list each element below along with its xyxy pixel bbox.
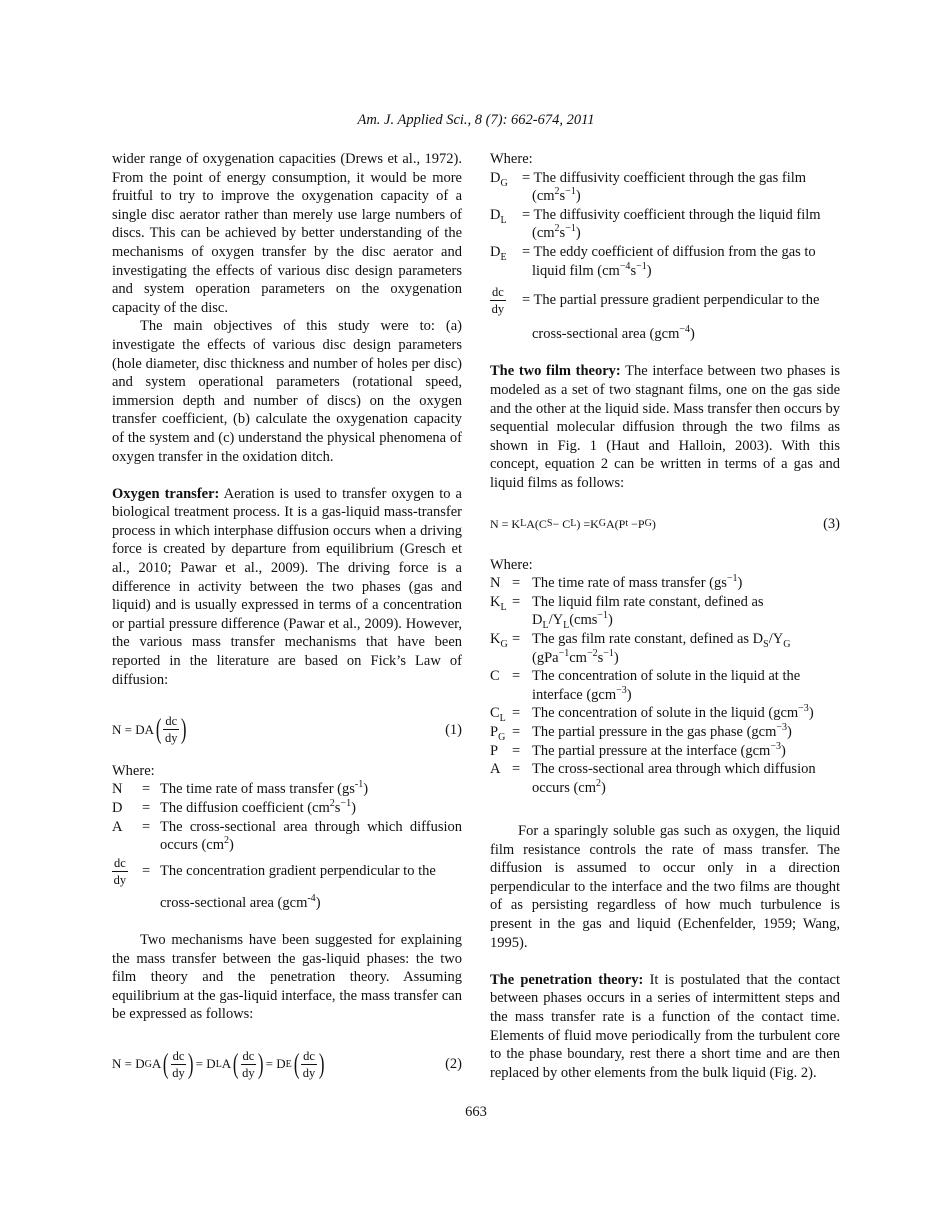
definition-dcdy: $\frac{dc}{dy}$ = The concentration gradient perpendicular to the	[113, 855, 436, 887]
definition-dcdy-cont: cross-sectional area (gcm$^{-4}$)	[532, 324, 695, 343]
definition-dl: $D_L$ = The diffusivity coefficient through the liquid film	[490, 206, 821, 226]
where-label: Where:	[490, 151, 533, 167]
definition-n: N = The time rate of mass transfer $(gs^{-1})$	[490, 573, 743, 592]
paragraph: The main objectives of this study were to: (a) investigate the effects of various disc design parameters (hole diameter, disc thickness and number of holes per disc) and system operational parameters (rotational speed, immersion depth and number of discs) on the oxygen transfer coefficient, (b) calculate the oxygenation capacity of the system and (c) understand the physical phenomena of oxygen transfer in the oxidation ditch.	[112, 318, 462, 465]
definition-c-cont: interface (gcm$^{-3}$)	[532, 685, 632, 703]
paragraph	[490, 971, 840, 1083]
paragraph-text: It is postulated that the contact between phases occurs in a series of intermittent steps and the mass transfer rate is a function of the contact time. Elements of fluid move periodically from the turbulent core to the phase boundary, rest there a short time and are then replaced by other elements from the bulk liquid (Fig. 2).	[490, 971, 841, 1081]
definition-kg: $K_G$ = The gas film rate constant, defined as $D_S/Y_G$	[490, 631, 791, 650]
paragraph	[490, 362, 840, 492]
definition-c: C = The concentration of solute in the liquid at the	[490, 668, 801, 685]
definition-kl-cont: $D_L/Y_L(cms^{-1})$	[532, 610, 613, 632]
definition-dl-unit: $(cm^2s^{-1})$	[532, 223, 581, 242]
definition-de-unit: liquid film $(cm^{-4}s^{-1})$	[532, 260, 652, 279]
paragraph-text: The interface between two phases is modeled as a set of two stagnant films, one on the gas side and the other at the liquid side. Mass transfer then occurs by sequential molecular diffusion through the two films as shown in Fig. 1 (Haut and Halloin, 2003). With this concept, equation 2 can be written in terms of a gas and liquid films as follows:	[490, 363, 840, 491]
equation-1: N = DA ( $\frac{dc}{dy}$ ) (1)	[112, 713, 462, 746]
definition-de: $D_E$ = The eddy coefficient of diffusion from the gas to	[490, 243, 816, 263]
equation-number: (2)	[445, 1056, 462, 1073]
definition-pg: $P_G$ = The partial pressure in the gas phase (gcm$^{-3}$)	[490, 722, 792, 743]
paragraph	[112, 485, 462, 690]
left-column	[112, 150, 462, 1087]
definition-dg: $D_G$ = The diffusivity coefficient through the gas film	[490, 169, 807, 189]
equation-lhs: N = DA	[112, 721, 154, 737]
paragraph: For a sparingly soluble gas such as oxygen, the liquid film resistance controls the rate of mass transfer. The diffusion is assumed to occur only in a direction perpendicular to the interface and the two films are thought of as persisting regardless of how much turbulence is present in the gas and liquid (Echenfelder, 1959; Wang, 1995).	[490, 823, 840, 951]
definition-kg-cont: $(gPa^{-1}cm^{-2}s^{-1})$	[532, 647, 619, 666]
equation-3: N = K L A(C S − C L ) =K G A(P t −P G ) (3)	[490, 515, 840, 532]
definition-dcdy: $\frac{dc}{dy}$ = The partial pressure gradient perpendicular to the	[491, 285, 820, 317]
definition-a: A = The cross-sectional area through which diffusion occurs $(cm^2)$	[112, 818, 462, 854]
definition-a: A = The cross-sectional area through which diffusion	[490, 761, 816, 778]
definition-p: P = The partial pressure at the interface (gcm$^{-3}$)	[490, 740, 786, 759]
section-heading: Oxygen transfer:	[112, 485, 220, 502]
where-label: Where:	[490, 556, 533, 573]
right-column	[490, 150, 840, 1082]
section-heading: The penetration theory:	[490, 971, 644, 988]
paragraph: Two mechanisms have been suggested for explaining the mass transfer between the gas-liquid phases: the two film theory and the penetration theory. Assuming equilibrium at the gas-liquid interface, the mass transfer can be expressed as follows:	[112, 931, 462, 1023]
definition-dg-unit: $(cm^2s^{-1})$	[532, 186, 581, 205]
equation-2: N = D G A ( $\frac{dc}{dy}$ ) = D L A ( $\frac{dc}{dy}$ ) = D E ( $\frac{dc}{dy}$ ) (2)	[112, 1048, 462, 1081]
page-number: 663	[465, 1104, 487, 1120]
definition-cl: $C_L$ = The concentration of solute in the liquid (gcm$^{-3}$)	[490, 703, 814, 725]
running-header: Am. J. Applied Sci., 8 (7): 662-674, 2011	[357, 112, 595, 128]
where-label: Where:	[112, 762, 155, 779]
definition-kl: $K_L$ = The liquid film rate constant, defined as	[490, 593, 764, 613]
paragraph-text: Aeration is used to transfer oxygen to a biological treatment process. It is a gas-liquid mass-transfer process in which interphase diffusion occurs when a driving force is created by departure from equilibrium (Gresch et al., 2010; Pawar et al., 2009). The driving force is a difference in activity between the two phases (gas and liquid) and is usually expressed in terms of a concentration or partial pressure difference (Pawar et al., 2009). However, the various mass transfer mechanisms that have been reported in the literature are based on Fick’s Law of diffusion:	[112, 485, 462, 688]
definition-dcdy-cont: cross-sectional area (gcm$^{-4}$)	[160, 892, 321, 911]
definition-d: D = The diffusion coefficient $(cm^2s^{-1})$	[112, 798, 356, 816]
paragraph: wider range of oxygenation capacities (Drews et al., 1972). From the point of energy consumption, it would be more fruitful to try to improve the oxygenation capacity of a single disc aerator rather than merely use large numbers of discs. This can be achieved by better understanding of the mechanisms of oxygen transfer by the disc aerator and investigating the effects of various disc design parameters and system operation parameters on the oxygenation capacity of the disc.	[112, 151, 462, 316]
equation-number: (3)	[823, 515, 840, 532]
definition-n: N = The time rate of mass transfer $(gs^{-1})$	[112, 779, 369, 798]
equation-number: (1)	[445, 721, 462, 738]
definition-a-cont: occurs $(cm^2)$	[532, 777, 606, 796]
section-heading: The two film theory:	[490, 363, 621, 380]
